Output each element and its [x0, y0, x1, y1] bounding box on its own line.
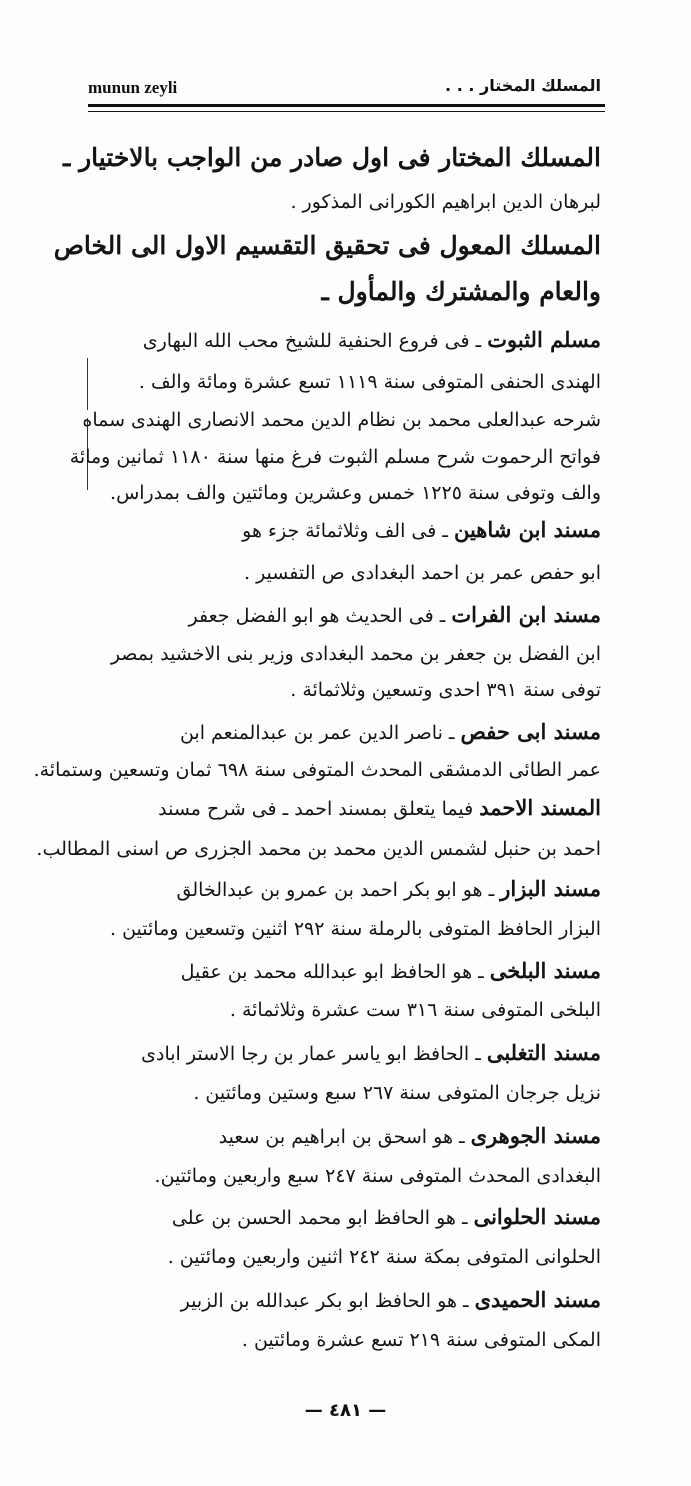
text-line	[109, 951, 601, 991]
text-line	[89, 909, 601, 949]
text-line	[82, 400, 601, 440]
line-text: ابن الفضل بن جعفر بن محمد البغدادى وزير بنى الاخشيد بمصر	[110, 643, 601, 665]
line-text: فيما يتعلق بمسند احمد ـ فى شرح مسند	[158, 798, 480, 820]
entry-headword: مسند التغلبى	[486, 1040, 601, 1065]
line-text: ـ هو الحافظ ابو بكر عبدالله بن الزبير	[180, 1290, 475, 1312]
page-number: — ٤٨١ —	[304, 1400, 387, 1421]
entry-headword: مسند البزار	[500, 876, 601, 901]
line-text: ـ هو الحافظ ابو محمد الحسن بن على	[171, 1207, 474, 1229]
line-text: المسلك المعول فى تحقيق التقسيم الاول الى الخاص	[53, 231, 601, 260]
text-line	[89, 670, 601, 710]
text-line	[89, 1156, 601, 1196]
running-header-left: munun zeyli	[88, 78, 178, 97]
line-text: نزيل جرجان المتوفى سنة ٢٦٧ سبع وستين ومائتين .	[193, 1082, 601, 1104]
line-text: البلخى المتوفى سنة ٣١٦ ست عشرة وثلاثمائة .	[229, 999, 601, 1021]
heading-line	[89, 272, 601, 312]
text-line	[36, 829, 601, 869]
text-line	[89, 1073, 601, 1113]
text-line	[89, 634, 601, 674]
text-line	[33, 750, 601, 790]
text-line	[109, 1033, 601, 1073]
text-line	[69, 437, 601, 477]
heading-line	[53, 226, 601, 266]
line-text: ـ فى فروع الحنفية للشيخ محب الله البهارى	[142, 330, 488, 352]
text-line	[89, 1237, 601, 1277]
line-text: احمد بن حنبل لشمس الدين محمد بن محمد الجزرى ص اسنى المطالب.	[36, 838, 601, 860]
entry-headword: مسند ابى حفص	[460, 719, 601, 744]
line-text: ـ الحافظ ابو ياسر عمار بن رجا الاستر ابادى	[141, 1043, 487, 1065]
line-text: المكى المتوفى سنة ٢١٩ تسع عشرة ومائتين .	[241, 1329, 601, 1351]
text-line	[109, 869, 601, 909]
entry-headword: مسند الحلوانى	[473, 1204, 601, 1229]
line-text: ـ هو ابو بكر احمد بن عمرو بن عبدالخالق	[176, 879, 501, 901]
text-line	[89, 473, 601, 513]
text-line	[89, 1320, 601, 1360]
entry-headword: مسند الجوهرى	[470, 1123, 601, 1148]
text-line	[89, 362, 601, 402]
line-text: الحلوانى المتوفى بمكة سنة ٢٤٢ اثنين واربعين ومائتين .	[167, 1246, 601, 1268]
line-text: توفى سنة ٣٩١ احدى وتسعين وثلاثمائة .	[290, 679, 601, 701]
text-line	[109, 1116, 601, 1156]
line-text: عمر الطائى الدمشقى المحدث المتوفى سنة ٦٩٨ ثمان وتسعين وستمائة.	[33, 759, 601, 781]
line-text: ـ هو الحافظ ابو عبدالله محمد بن عقيل	[180, 961, 490, 983]
line-text: البزار الحافظ المتوفى بالرملة سنة ٢٩٢ اثنين وتسعين ومائتين .	[109, 918, 601, 940]
text-line	[89, 182, 601, 222]
header-rule-thin	[88, 111, 605, 112]
entry-headword: مسند ابن شاهين	[453, 517, 601, 542]
heading-line	[63, 138, 601, 178]
line-text: ـ فى الف وثلاثمائة جزء هو	[242, 520, 454, 542]
line-text: المسلك المختار فى اول صادر من الواجب بالاختيار ـ	[63, 143, 601, 172]
text-line	[89, 990, 601, 1030]
line-text: البغدادى المحدث المتوفى سنة ٢٤٧ سبع واربعين ومائتين.	[154, 1165, 601, 1187]
text-line	[109, 595, 601, 635]
text-line	[109, 320, 601, 360]
line-text: فواتح الرحموت شرح مسلم الثبوت فرغ منها سنة ١١٨٠ ثمانين ومائة	[69, 446, 601, 468]
line-text: والعام والمشترك والمأول ـ	[321, 277, 601, 306]
entry-headword: مسند ابن الفرات	[451, 602, 601, 627]
line-text: ـ ناصر الدين عمر بن عبدالمنعم ابن	[179, 722, 461, 744]
line-text: ـ هو اسحق بن ابراهيم بن سعيد	[218, 1126, 471, 1148]
line-text: الهندى الحنفى المتوفى سنة ١١١٩ تسع عشرة ومائة والف .	[138, 371, 601, 393]
entry-headword: مسلم الثبوت	[487, 327, 601, 352]
header-rule-thick	[88, 104, 605, 107]
text-line	[89, 553, 601, 593]
line-text: ابو حفص عمر بن احمد البغدادى ص التفسير .	[243, 562, 601, 584]
text-line	[109, 510, 601, 550]
running-header-right: المسلك المختار . . .	[445, 76, 601, 95]
text-line	[109, 788, 601, 828]
text-line	[109, 712, 601, 752]
text-line	[109, 1280, 601, 1320]
line-text: والف وتوفى سنة ١٢٢٥ خمس وعشرين ومائتين والف بمدراس.	[110, 482, 601, 504]
line-text: لبرهان الدين ابراهيم الكورانى المذكور .	[290, 191, 601, 213]
line-text: شرحه عبدالعلى محمد بن نظام الدين محمد الانصارى الهندى سماه	[82, 409, 601, 431]
line-text: ـ فى الحديث هو ابو الفضل جعفر	[188, 605, 452, 627]
text-line	[109, 1197, 601, 1237]
entry-headword: مسند الحميدى	[474, 1287, 601, 1312]
entry-headword: مسند البلخى	[489, 958, 601, 983]
entry-headword: المسند الاحمد	[479, 795, 601, 820]
